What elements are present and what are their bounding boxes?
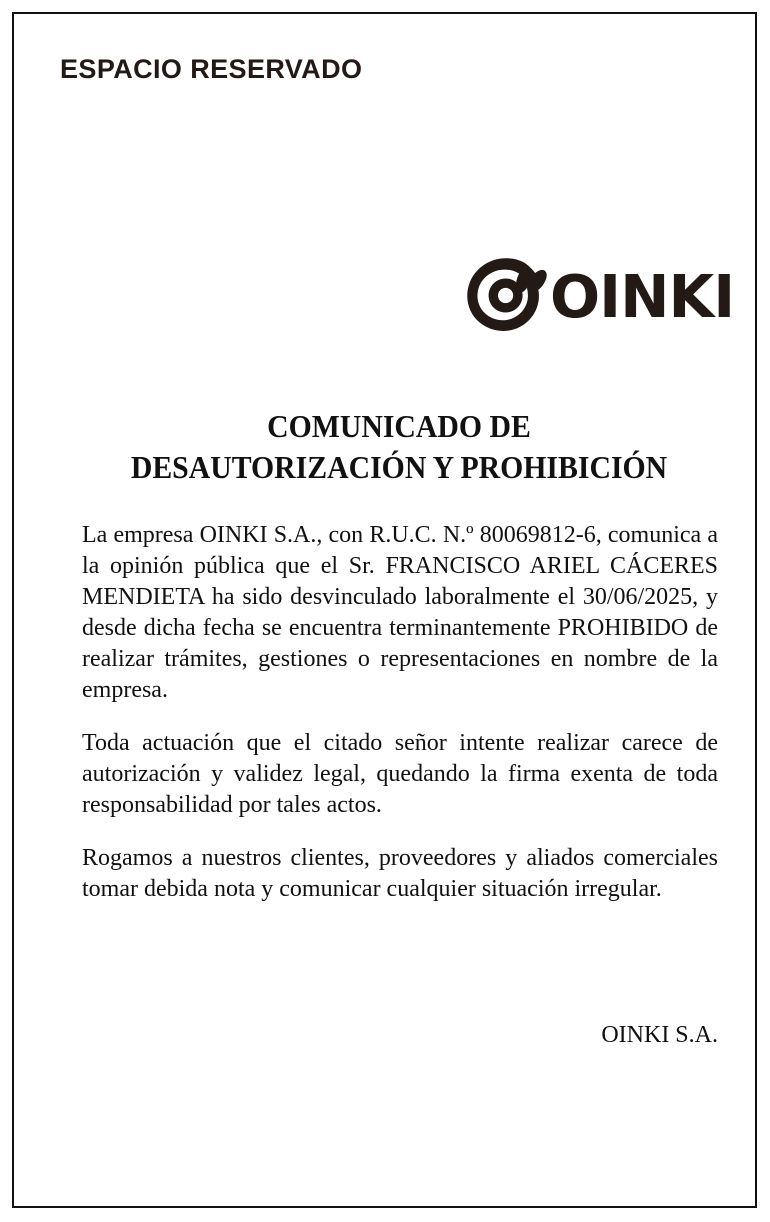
oinki-wordmark: OINKI [550,261,735,331]
page-title [86,406,713,487]
oinki-pig-swirl-icon [464,256,552,336]
notice-paragraph-2: Toda actuación que el citado señor intente realizar carece de autorización y validez legal, quedando la firma exenta de toda responsabilidad por tales actos. [82,730,718,818]
oinki-logo [464,250,735,342]
notice-paragraph-3: Rogamos a nuestros clientes, proveedores y aliados comerciales tomar debida nota y comunicar cualquier situación irregular. [82,845,718,902]
document-frame [12,12,757,1208]
notice-body [82,520,718,905]
signature-line: OINKI S.A. [601,1022,718,1048]
page-title-line-1: COMUNICADO DE [267,408,531,444]
reserved-space-label: ESPACIO RESERVADO [60,54,363,84]
notice-paragraph-1: La empresa OINKI S.A., con R.U.C. N.º 80069812-6, comunica a la opinión pública que el Sr. FRANCISCO ARIEL CÁCERES MENDIETA ha sido desvinculado laboralmente el 30/06/2025, y desde dicha fecha se encuentra terminantemente PROHIBIDO de realizar trámites, gestiones o representaciones en nombre de la empresa. [82,522,718,703]
page-title-line-2: DESAUTORIZACIÓN Y PROHIBICIÓN [130,448,668,485]
